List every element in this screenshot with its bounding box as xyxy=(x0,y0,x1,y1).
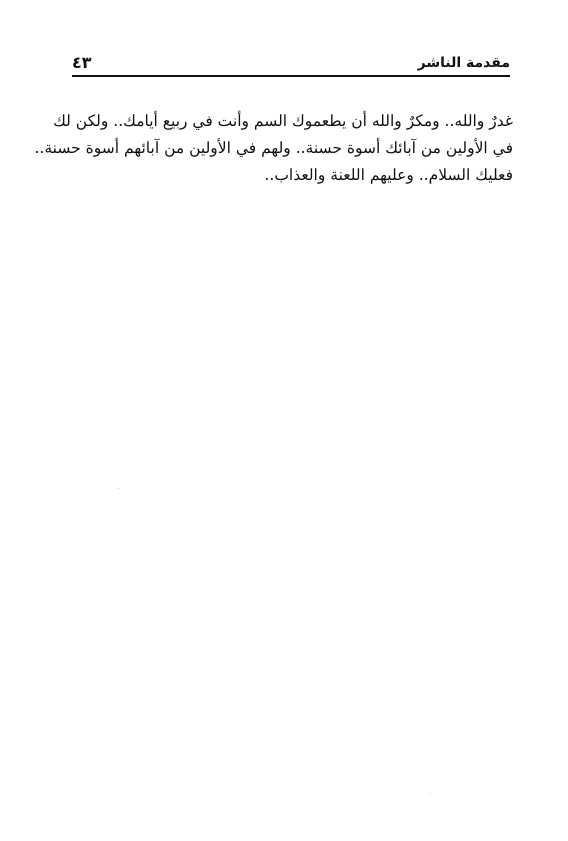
body-line-1: غدرٌ والله.. ومكرٌ والله أن يطعموك السم وأنت في ربيع أيامك.. ولكن لك xyxy=(53,112,513,130)
body-line-3: فعليك السلام.. وعليهم اللعنة والعذاب.. xyxy=(264,166,513,184)
header-rule xyxy=(72,75,510,77)
page-number: ٤٣ xyxy=(72,53,92,72)
running-title: مقدمة الناشر xyxy=(417,55,510,71)
scan-speck xyxy=(430,793,431,794)
body-line-2: في الأولين من آبائك أسوة حسنة.. ولهم في الأولين من آبائهم أسوة حسنة.. xyxy=(34,139,513,157)
page-header xyxy=(72,48,510,78)
scan-speck xyxy=(118,488,119,489)
body-paragraph xyxy=(34,108,513,189)
